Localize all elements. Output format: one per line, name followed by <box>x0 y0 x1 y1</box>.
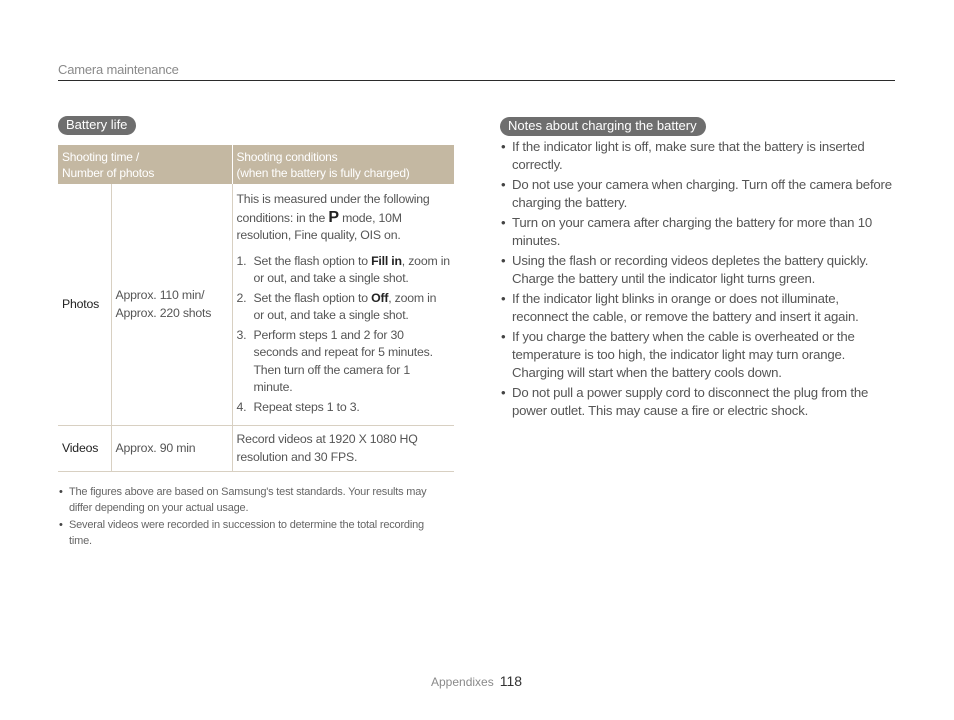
battery-life-heading: Battery life <box>58 116 136 135</box>
section-header: Camera maintenance <box>58 62 179 77</box>
list-item: 1. Set the flash option to Fill in, zoom in or out, and take a single shot. <box>236 253 450 285</box>
battery-footnotes <box>58 484 448 550</box>
table-row-videos <box>58 426 454 472</box>
program-mode-icon: P <box>328 208 339 226</box>
list-item: • Several videos were recorded in succession to determine the total recording time. <box>58 517 448 549</box>
row-label-photos: Photos <box>58 184 111 426</box>
list-item: • Do not use your camera when charging. Turn off the camera before charging the battery. <box>500 176 896 212</box>
videos-shooting-conditions: Record videos at 1920 X 1080 HQ resolution and 30 FPS. <box>232 426 454 472</box>
photos-test-steps <box>237 253 451 417</box>
list-item: • If the indicator light blinks in orange or does not illuminate, reconnect the cable, or remove the battery and insert it again. <box>500 290 896 326</box>
list-item: • Do not pull a power supply cord to disconnect the plug from the power outlet. This may cause a fire or electric shock. <box>500 384 896 420</box>
page-number: 118 <box>499 673 523 689</box>
header-rule <box>58 80 895 81</box>
battery-life-table <box>58 145 454 472</box>
videos-shooting-time: Approx. 90 min <box>111 426 232 472</box>
photos-conditions-intro: This is measured under the following conditions: in the P mode, 10M resolution, Fine quality, OIS on. <box>236 192 430 242</box>
list-item: • If you charge the battery when the cable is overheated or the temperature is too high, the indicator light may turn orange. Charging will start when the battery cools down. <box>500 328 896 382</box>
charging-notes-list <box>500 138 896 422</box>
row-label-videos: Videos <box>58 426 111 472</box>
column-header-shooting-conditions: Shooting conditions (when the battery is fully charged) <box>232 145 454 184</box>
table-header-row <box>58 145 454 184</box>
footer-section-label: Appendixes <box>431 675 494 689</box>
column-header-shooting-time: Shooting time / Number of photos <box>58 145 232 184</box>
list-item: 3. Perform steps 1 and 2 for 30 seconds and repeat for 5 minutes. Then turn off the camera for 1 minute. <box>236 327 433 394</box>
list-item: • Turn on your camera after charging the battery for more than 10 minutes. <box>500 214 896 250</box>
photos-shooting-time: Approx. 110 min/ Approx. 220 shots <box>111 184 232 426</box>
list-item: 4. Repeat steps 1 to 3. <box>236 399 360 414</box>
photos-shooting-conditions <box>232 184 454 426</box>
list-item: • The figures above are based on Samsung's test standards. Your results may differ depending on your actual usage. <box>58 484 448 516</box>
list-item: • Using the flash or recording videos depletes the battery quickly. Charge the battery until the indicator light turns green. <box>500 252 896 288</box>
table-row-photos <box>58 184 454 426</box>
list-item: • If the indicator light is off, make sure that the battery is inserted correctly. <box>500 138 896 174</box>
page-footer <box>431 673 522 689</box>
list-item: 2. Set the flash option to Off, zoom in or out, and take a single shot. <box>236 290 437 322</box>
charging-notes-heading: Notes about charging the battery <box>500 117 706 136</box>
